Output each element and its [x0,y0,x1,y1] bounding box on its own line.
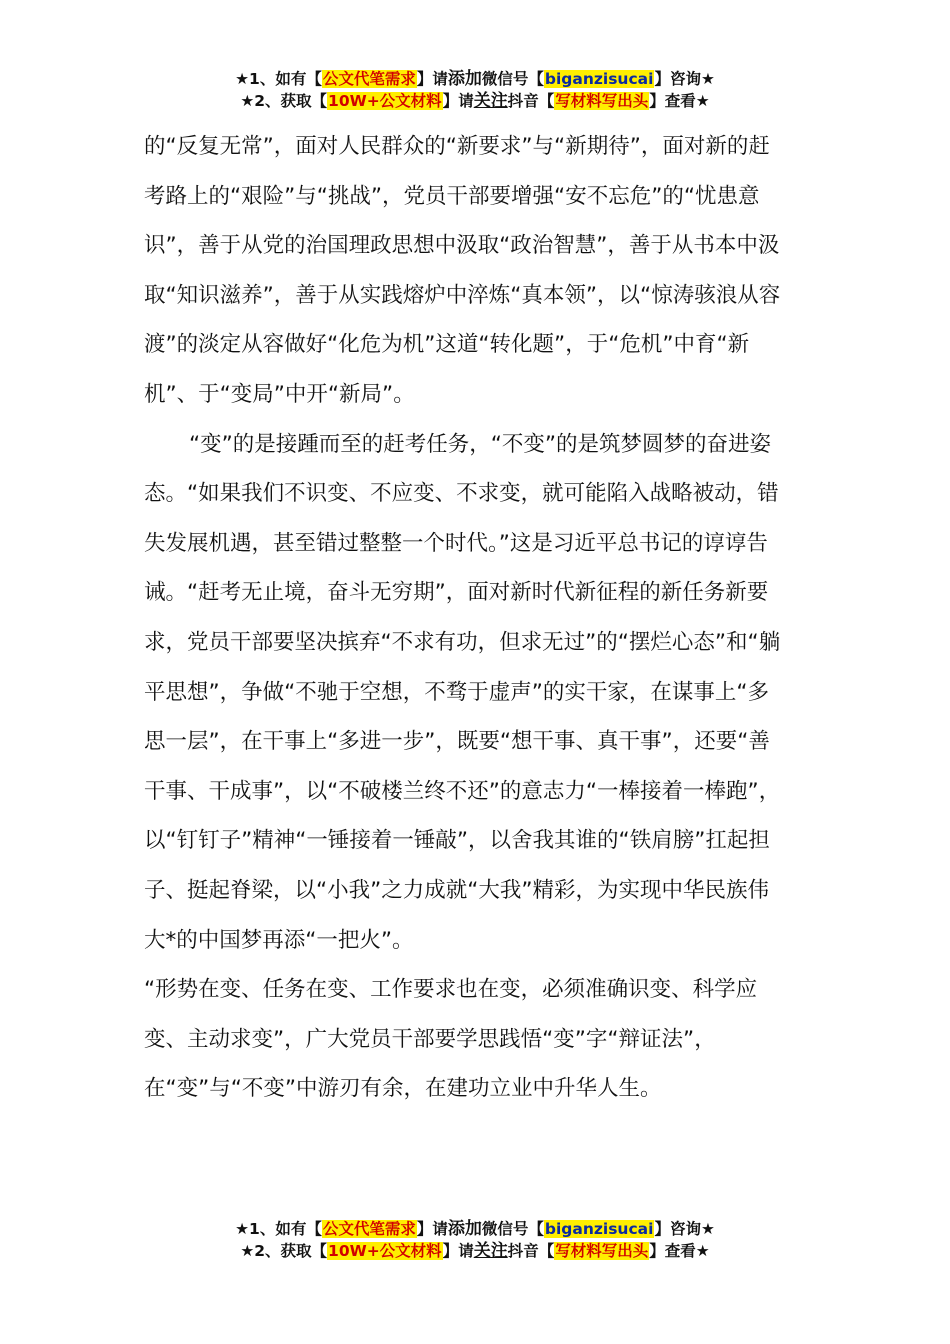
text-line: 机”、于“变局”中开“新局”。 [144,381,415,407]
paragraph-1 [144,122,809,420]
text-line: 态。“如果我们不识变、不应变、不求变，就可能陷入战略被动，错 [144,481,779,507]
footer-banner [0,1218,950,1262]
banner-text: ★1、如有【 [235,1220,322,1238]
banner-line-1 [0,1218,950,1240]
banner-emphasis: 添加 [447,1219,482,1239]
highlight-service: 公文代笔需求 [322,1220,416,1238]
banner-text: 】查看★ [649,92,710,110]
text-line: 识”，善于从党的治国理政思想中汲取“政治智慧”，善于从书本中汲 [144,233,780,259]
highlight-materials: 10W+公文材料 [328,92,442,110]
highlight-wechat-id: biganzisucai [544,1220,654,1238]
text-line: 以“钉钉子”精神“一锤接着一锤敲”，以舍我其谁的“铁肩膀”扛起担 [144,828,770,854]
banner-text: 微信号【 [481,1220,544,1238]
banner-text: 抖音【 [507,1242,555,1260]
banner-line-2 [0,1240,950,1262]
text-line: 考路上的“艰险”与“挑战”，党员干部要增强“安不忘危”的“忧患意 [144,183,760,209]
banner-text: 微信号【 [481,70,544,88]
text-line: 大*的中国梦再添“一把火”。 [144,927,414,953]
text-line: 子、挺起脊梁，以“小我”之力成就“大我”精彩，为实现中华民族伟 [144,877,770,903]
text-line: “形势在变、任务在变、工作要求也在变，必须准确识变、科学应 [144,977,758,1003]
banner-text: 】请 [416,1220,448,1238]
banner-emphasis: 关注 [473,91,508,111]
text-line: 变、主动求变”，广大党员干部要学思践悟“变”字“辩证法”， [144,1026,716,1052]
paragraph-2 [144,420,809,966]
banner-emphasis: 添加 [447,69,482,89]
banner-text: ★2、获取【 [240,92,328,110]
text-line: 诫。“赶考无止境，奋斗无穷期”，面对新时代新征程的新任务新要 [144,580,769,606]
text-line: 干事、干成事”，以“不破楼兰终不还”的意志力“一棒接着一棒跑”， [144,778,781,804]
banner-text: ★1、如有【 [235,70,322,88]
banner-text: 抖音【 [507,92,555,110]
header-banner [0,68,950,112]
text-line: 思一层”，在干事上“多进一步”，既要“想干事、真干事”，还要“善 [144,729,770,755]
banner-line-2 [0,90,950,112]
banner-text: 】请 [416,70,448,88]
highlight-douyin: 写材料写出头 [555,92,649,110]
banner-text: 】咨询★ [654,70,715,88]
text-line: 求，党员干部要坚决摈弃“不求有功，但求无过”的“摆烂心态”和“躺 [144,629,781,655]
text-line: “变”的是接踵而至的赶考任务，“不变”的是筑梦圆梦的奋进姿 [189,431,772,457]
document-body [144,122,809,1114]
highlight-wechat-id: biganzisucai [544,70,654,88]
text-line: 在“变”与“不变”中游刃有余，在建功立业中升华人生。 [144,1076,662,1102]
text-line: 失发展机遇，甚至错过整整一个时代。”这是习近平总书记的谆谆告 [144,530,768,556]
banner-text: 】请 [442,1242,474,1260]
text-line: 的“反复无常”，面对人民群众的“新要求”与“新期待”，面对新的赶 [144,134,770,159]
banner-text: 】查看★ [649,1242,710,1260]
text-line: 渡”的淡定从容做好“化危为机”这道“转化题”，于“危机”中育“新 [144,332,750,358]
banner-emphasis: 关注 [473,1241,508,1261]
text-line: 平思想”，争做“不驰于空想，不骛于虚声”的实干家，在谋事上“多 [144,679,770,705]
paragraph-3 [144,965,809,1114]
banner-line-1 [0,68,950,90]
banner-text: 】请 [442,92,474,110]
highlight-douyin: 写材料写出头 [555,1242,649,1260]
highlight-materials: 10W+公文材料 [328,1242,442,1260]
text-line: 取“知识滋养”，善于从实践熔炉中淬炼“真本领”，以“惊涛骇浪从容 [144,282,781,308]
highlight-service: 公文代笔需求 [322,70,416,88]
banner-text: 】咨询★ [654,1220,715,1238]
banner-text: ★2、获取【 [240,1242,328,1260]
